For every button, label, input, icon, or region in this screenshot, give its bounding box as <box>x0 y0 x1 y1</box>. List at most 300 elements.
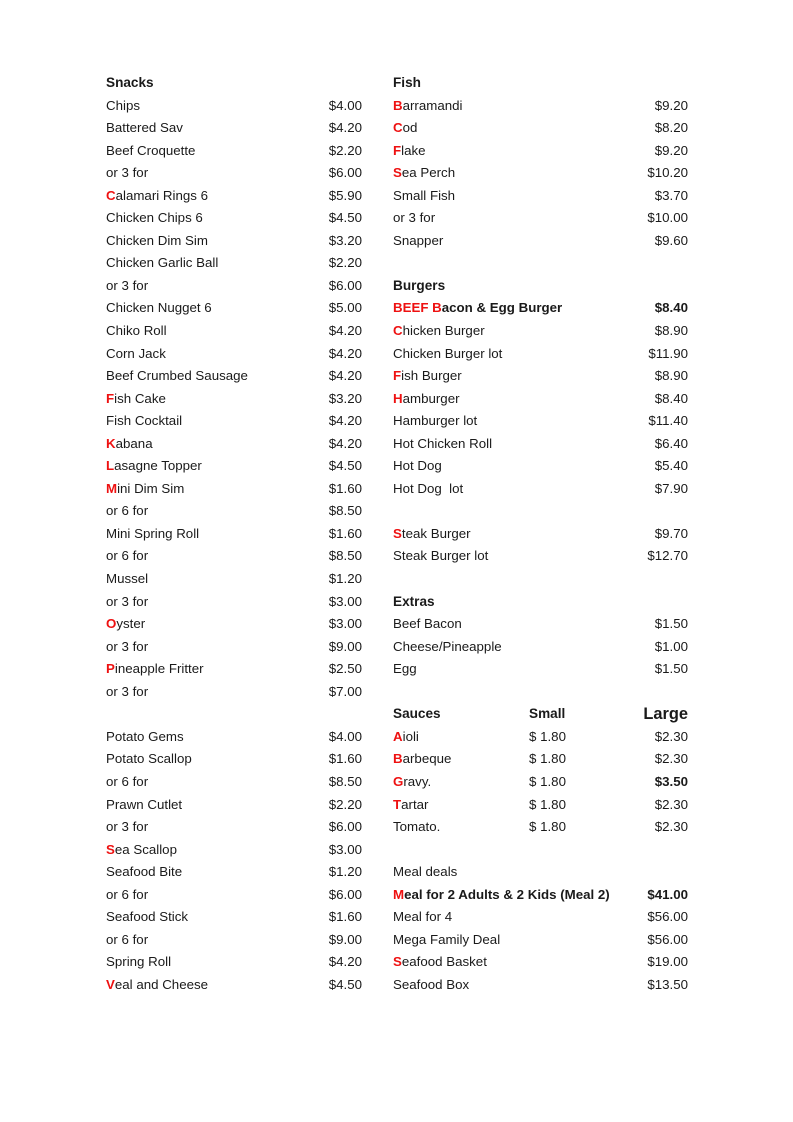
item-name-text: Snapper <box>393 232 444 248</box>
item-name-text: Steak Burger lot <box>393 548 489 564</box>
meal-deal-name <box>393 906 452 929</box>
item-name-text: Corn Jack <box>106 345 166 361</box>
menu-item-price: $3.20 <box>328 390 362 406</box>
meal-deals-heading <box>393 861 688 884</box>
menu-item-price: $6.00 <box>328 277 362 293</box>
sauce-small-price: $ 1.80 <box>529 728 566 744</box>
sauce-row[interactable] <box>393 748 688 771</box>
sauce-small-price: $ 1.80 <box>529 773 566 789</box>
menu-item-price: $1.50 <box>654 616 688 632</box>
menu-item-name <box>393 207 435 230</box>
menu-item-price: $4.20 <box>328 954 362 970</box>
item-name-text: Hamburger lot <box>393 413 478 429</box>
sauce-large-price: $3.50 <box>654 773 688 789</box>
menu-item-price: $8.40 <box>654 300 688 316</box>
item-name-text: or 3 for <box>106 593 149 609</box>
menu-item-row[interactable] <box>106 771 362 794</box>
menu-item-name <box>106 162 148 185</box>
menu-item-price: $4.20 <box>328 368 362 384</box>
menu-item-name <box>393 478 463 501</box>
menu-item-price: $4.20 <box>328 120 362 136</box>
menu-item-row[interactable] <box>393 140 688 163</box>
menu-item-row[interactable] <box>106 95 362 118</box>
item-name-text: Potato Scallop <box>106 751 192 767</box>
menu-item-price: $3.00 <box>328 841 362 857</box>
menu-item-name <box>106 771 148 794</box>
menu-item-name <box>106 117 183 140</box>
menu-item-price: $9.00 <box>328 931 362 947</box>
menu-item-price: $12.70 <box>647 548 688 564</box>
menu-column-left <box>106 72 362 996</box>
menu-item-row[interactable] <box>106 523 362 546</box>
menu-item-row[interactable] <box>106 162 362 185</box>
item-name-text: or 3 for <box>393 210 436 226</box>
item-name-text: Battered Sav <box>106 120 183 136</box>
highlight-letter: S <box>393 954 402 970</box>
item-name-text: ravy. <box>403 773 432 789</box>
meal-deal-price: $41.00 <box>647 886 688 902</box>
meal-deal-row[interactable] <box>393 906 688 929</box>
item-name-text: ish Cake <box>114 390 166 406</box>
menu-item-price: $1.20 <box>328 864 362 880</box>
highlight-letter: T <box>393 796 402 812</box>
menu-item-name <box>106 478 184 501</box>
menu-item-price: $11.90 <box>648 345 688 361</box>
menu-item-price: $1.00 <box>654 638 688 654</box>
menu-item-row[interactable] <box>106 951 362 974</box>
item-name-text: acon & Egg Burger <box>441 300 563 316</box>
section-heading <box>393 275 688 298</box>
item-name-text: abana <box>115 435 153 451</box>
item-name-text: Beef Croquette <box>106 142 196 158</box>
menu-item-price: $2.50 <box>328 661 362 677</box>
menu-item-row[interactable] <box>106 140 362 163</box>
menu-item-row[interactable] <box>106 252 362 275</box>
menu-item-price: $10.00 <box>647 210 688 226</box>
menu-item-name <box>393 410 477 433</box>
menu-item-price: $6.00 <box>328 165 362 181</box>
menu-item-name <box>106 658 204 681</box>
item-name-text: ish Burger <box>401 368 462 384</box>
menu-item-name <box>106 95 140 118</box>
highlight-letter: F <box>106 390 115 406</box>
menu-item-row[interactable] <box>106 884 362 907</box>
item-name-text: or 6 for <box>106 773 149 789</box>
highlight-letter: K <box>106 435 116 451</box>
meal-deal-name <box>393 951 487 974</box>
item-name-text: hicken Burger <box>402 323 485 339</box>
meal-deal-row[interactable] <box>393 974 688 997</box>
item-name-text: Chicken Dim Sim <box>106 232 208 248</box>
menu-item-name <box>106 545 148 568</box>
item-name-text: Beef Bacon <box>393 616 462 632</box>
menu-item-name <box>106 275 148 298</box>
menu-item-name <box>393 95 462 118</box>
item-name-text: or 3 for <box>106 819 149 835</box>
sauce-row[interactable] <box>393 726 688 749</box>
menu-item-price: $9.00 <box>328 638 362 654</box>
menu-item-name <box>106 906 188 929</box>
meal-deals-label: Meal deals <box>393 864 458 880</box>
menu-item-row[interactable] <box>393 95 688 118</box>
menu-item-row[interactable] <box>106 816 362 839</box>
menu-item-row[interactable] <box>106 568 362 591</box>
menu-item-price: $5.00 <box>328 300 362 316</box>
section-heading-label: Burgers <box>393 277 446 293</box>
menu-item-name <box>393 388 460 411</box>
item-name-text: Mega Family Deal <box>393 931 501 947</box>
menu-item-row[interactable] <box>393 455 688 478</box>
menu-item-row[interactable] <box>106 839 362 862</box>
highlight-letter: F <box>393 142 402 158</box>
highlight-letter: S <box>106 841 115 857</box>
menu-item-row[interactable] <box>393 433 688 456</box>
section-heading-label: Extras <box>393 593 435 609</box>
menu-item-price: $11.40 <box>648 413 688 429</box>
item-name-text: or 6 for <box>106 503 149 519</box>
highlight-letter: V <box>106 976 115 992</box>
menu-item-price: $9.70 <box>654 525 688 541</box>
item-name-text: or 6 for <box>106 886 149 902</box>
menu-item-row[interactable] <box>393 636 688 659</box>
item-name-text: Hot Dog <box>393 458 442 474</box>
menu-item-price: $4.20 <box>328 345 362 361</box>
menu-item-name <box>393 523 471 546</box>
menu-item-name <box>393 433 492 456</box>
item-name-text: or 3 for <box>106 277 149 293</box>
meal-deal-price: $19.00 <box>647 954 688 970</box>
menu-item-price: $7.90 <box>654 480 688 496</box>
menu-item-name <box>106 433 153 456</box>
menu-item-price: $10.20 <box>647 165 688 181</box>
menu-item-name <box>106 613 145 636</box>
menu-item-row[interactable] <box>106 726 362 749</box>
row-spacer <box>393 839 688 862</box>
menu-item-price: $9.60 <box>654 232 688 248</box>
menu-item-price: $5.40 <box>654 458 688 474</box>
item-name-text: yster <box>116 616 146 632</box>
item-name-text: Hot Chicken Roll <box>393 435 493 451</box>
menu-item-name <box>106 388 166 411</box>
highlight-letter: F <box>393 368 402 384</box>
sauce-small-price: $ 1.80 <box>529 751 566 767</box>
menu-item-row[interactable] <box>393 388 688 411</box>
menu-item-row[interactable] <box>106 297 362 320</box>
meal-deal-row[interactable] <box>393 884 688 907</box>
menu-item-name <box>106 636 148 659</box>
sauce-name <box>393 771 431 794</box>
menu-item-name <box>106 500 148 523</box>
menu-item-price: $6.00 <box>328 819 362 835</box>
highlight-letter: S <box>393 165 402 181</box>
menu-item-name <box>106 794 182 817</box>
row-spacer <box>393 568 688 591</box>
menu-item-name <box>393 365 462 388</box>
item-name-text: Chicken Nugget 6 <box>106 300 212 316</box>
menu-item-row[interactable] <box>106 365 362 388</box>
menu-item-row[interactable] <box>393 365 688 388</box>
menu-item-price: $4.50 <box>328 210 362 226</box>
sauce-name <box>393 794 428 817</box>
item-name-text: Cheese/Pineapple <box>393 638 502 654</box>
meal-deal-row[interactable] <box>393 929 688 952</box>
menu-item-price: $2.20 <box>328 142 362 158</box>
menu-item-name <box>106 929 148 952</box>
item-name-text: Tomato. <box>393 819 441 835</box>
menu-item-price: $1.20 <box>328 571 362 587</box>
item-name-text: od <box>402 120 418 136</box>
menu-item-price: $3.20 <box>328 232 362 248</box>
menu-item-price: $8.50 <box>328 503 362 519</box>
menu-item-price: $9.20 <box>654 97 688 113</box>
menu-item-price: $4.20 <box>328 413 362 429</box>
meal-deal-price: $56.00 <box>647 909 688 925</box>
section-heading <box>106 72 362 95</box>
item-name-text: Chicken Chips 6 <box>106 210 203 226</box>
menu-item-row[interactable] <box>393 523 688 546</box>
item-name-text: alamari Rings 6 <box>115 187 208 203</box>
sauce-large-price: $2.30 <box>654 751 688 767</box>
item-name-text: Prawn Cutlet <box>106 796 183 812</box>
menu-item-price: $1.60 <box>328 909 362 925</box>
menu-item-row[interactable] <box>393 478 688 501</box>
menu-item-row[interactable] <box>393 320 688 343</box>
menu-item-row[interactable] <box>393 658 688 681</box>
menu-item-price: $5.90 <box>328 187 362 203</box>
menu-item-name <box>393 230 443 253</box>
highlight-letter: P <box>106 661 115 677</box>
meal-deal-price: $56.00 <box>647 931 688 947</box>
sauce-large-price: $2.30 <box>654 728 688 744</box>
highlight-letter: B <box>393 751 403 767</box>
menu-item-row[interactable] <box>393 117 688 140</box>
section-heading <box>393 72 688 95</box>
row-spacer <box>393 252 688 275</box>
menu-item-name <box>393 162 455 185</box>
menu-item-name <box>393 320 485 343</box>
item-name-text: Hot Dog lot <box>393 480 464 496</box>
menu-item-name <box>106 816 148 839</box>
highlight-letter: M <box>393 886 405 902</box>
menu-item-price: $8.20 <box>654 120 688 136</box>
menu-item-row[interactable] <box>106 117 362 140</box>
item-name-text: lake <box>401 142 426 158</box>
item-name-text: eafood Basket <box>401 954 487 970</box>
meal-deal-row[interactable] <box>393 951 688 974</box>
item-name-text: arramandi <box>402 97 463 113</box>
sauces-header-label: Sauces <box>393 706 441 722</box>
sauce-row[interactable] <box>393 771 688 794</box>
row-spacer <box>106 703 362 726</box>
menu-item-name <box>393 613 462 636</box>
item-name-text: Chicken Garlic Ball <box>106 255 219 271</box>
sauce-name <box>393 816 440 839</box>
item-name-text: Chicken Burger lot <box>393 345 503 361</box>
menu-item-row[interactable] <box>106 929 362 952</box>
item-name-text: ea Perch <box>401 165 456 181</box>
menu-item-price: $8.50 <box>328 773 362 789</box>
menu-item-price: $4.50 <box>328 976 362 992</box>
menu-item-name <box>393 455 442 478</box>
meal-deal-price: $13.50 <box>647 976 688 992</box>
menu-item-row[interactable] <box>106 320 362 343</box>
menu-item-price: $8.90 <box>654 323 688 339</box>
menu-item-row[interactable] <box>106 906 362 929</box>
sauces-large-header: Large <box>643 705 688 724</box>
menu-item-price: $4.00 <box>328 728 362 744</box>
item-name-text: or 3 for <box>106 683 149 699</box>
menu-item-row[interactable] <box>393 185 688 208</box>
highlight-letter: C <box>106 187 116 203</box>
menu-item-row[interactable] <box>393 207 688 230</box>
menu-item-name <box>106 230 208 253</box>
section-heading-label: Snacks <box>106 75 154 90</box>
highlight-letter: BEEF B <box>393 300 442 316</box>
menu-item-row[interactable] <box>106 455 362 478</box>
sauce-large-price: $2.30 <box>654 819 688 835</box>
menu-item-price: $4.50 <box>328 458 362 474</box>
menu-item-price: $8.50 <box>328 548 362 564</box>
sauces-small-header: Small <box>529 706 566 722</box>
menu-item-row[interactable] <box>106 681 362 704</box>
item-name-text: eal and Cheese <box>114 976 209 992</box>
item-name-text: Small Fish <box>393 187 456 203</box>
highlight-letter: H <box>393 390 403 406</box>
item-name-text: Potato Gems <box>106 728 184 744</box>
menu-item-name <box>106 951 171 974</box>
item-name-text: Egg <box>393 661 417 677</box>
section-heading <box>393 591 688 614</box>
row-spacer <box>393 681 688 704</box>
menu-item-price: $3.00 <box>328 593 362 609</box>
menu-item-row[interactable] <box>106 410 362 433</box>
menu-item-row[interactable] <box>106 478 362 501</box>
menu-item-row[interactable] <box>106 230 362 253</box>
menu-item-name <box>106 839 177 862</box>
menu-item-name <box>106 681 148 704</box>
meal-deal-name <box>393 929 500 952</box>
menu-item-row[interactable] <box>393 613 688 636</box>
menu-item-row[interactable] <box>106 207 362 230</box>
menu-item-price: $1.50 <box>654 661 688 677</box>
menu-item-name <box>106 748 192 771</box>
menu-item-row[interactable] <box>393 230 688 253</box>
menu-item-row[interactable] <box>106 794 362 817</box>
menu-item-price: $9.20 <box>654 142 688 158</box>
menu-item-row[interactable] <box>393 162 688 185</box>
menu-item-name <box>393 658 417 681</box>
menu-item-row[interactable] <box>106 974 362 997</box>
menu-item-name <box>106 726 184 749</box>
highlight-letter: G <box>393 773 404 789</box>
meal-deal-name <box>393 974 469 997</box>
menu-item-name <box>106 320 167 343</box>
highlight-letter: S <box>393 525 402 541</box>
menu-item-price: $8.90 <box>654 368 688 384</box>
menu-item-name <box>393 636 502 659</box>
menu-item-price: $3.00 <box>328 616 362 632</box>
menu-item-name <box>106 861 182 884</box>
item-name-text: Fish Cocktail <box>106 413 183 429</box>
menu-item-name <box>393 297 562 320</box>
item-name-text: teak Burger <box>401 525 471 541</box>
menu-item-price: $4.20 <box>328 435 362 451</box>
menu-item-row[interactable] <box>106 636 362 659</box>
item-name-text: ea Scallop <box>114 841 177 857</box>
item-name-text: Spring Roll <box>106 954 172 970</box>
sauce-small-price: $ 1.80 <box>529 796 566 812</box>
item-name-text: or 6 for <box>106 931 149 947</box>
item-name-text: Beef Crumbed Sausage <box>106 368 248 384</box>
menu-item-row[interactable] <box>106 343 362 366</box>
menu-item-row[interactable] <box>106 275 362 298</box>
item-name-text: Mini Spring Roll <box>106 525 200 541</box>
menu-item-row[interactable] <box>393 343 688 366</box>
menu-item-row[interactable] <box>106 500 362 523</box>
sauces-table-header <box>393 703 688 726</box>
menu-item-price: $4.00 <box>328 97 362 113</box>
menu-item-row[interactable] <box>393 410 688 433</box>
menu-item-row[interactable] <box>106 748 362 771</box>
section-heading-label: Fish <box>393 75 421 90</box>
menu-item-row[interactable] <box>106 658 362 681</box>
highlight-letter: C <box>393 120 403 136</box>
menu-item-name <box>106 455 202 478</box>
menu-item-name <box>106 207 203 230</box>
menu-item-row[interactable] <box>106 613 362 636</box>
menu-item-row[interactable] <box>106 433 362 456</box>
menu-item-row[interactable] <box>393 297 688 320</box>
menu-item-name <box>106 974 208 997</box>
menu-item-name <box>106 568 148 591</box>
menu-item-row[interactable] <box>106 185 362 208</box>
menu-item-row[interactable] <box>106 388 362 411</box>
menu-item-name <box>106 410 182 433</box>
menu-item-price: $2.20 <box>328 796 362 812</box>
menu-item-price: $8.40 <box>654 390 688 406</box>
item-name-text: or 3 for <box>106 638 149 654</box>
item-name-text: ioli <box>402 728 419 744</box>
sauce-row[interactable] <box>393 816 688 839</box>
highlight-letter: A <box>393 728 403 744</box>
menu-item-name <box>106 591 148 614</box>
menu-item-name <box>106 365 248 388</box>
menu-item-price: $7.00 <box>328 683 362 699</box>
menu-item-price: $3.70 <box>654 187 688 203</box>
menu-item-name <box>393 185 455 208</box>
item-name-text: Seafood Bite <box>106 864 183 880</box>
highlight-letter: B <box>393 97 403 113</box>
item-name-text: artar <box>401 796 429 812</box>
menu-column-right <box>393 72 688 996</box>
menu-item-row[interactable] <box>393 545 688 568</box>
item-name-text: ineapple Fritter <box>114 661 204 677</box>
sauce-row[interactable] <box>393 794 688 817</box>
item-name-text: ini Dim Sim <box>117 480 185 496</box>
menu-item-name <box>393 140 426 163</box>
menu-item-row[interactable] <box>106 545 362 568</box>
highlight-letter: C <box>393 323 403 339</box>
menu-item-row[interactable] <box>106 861 362 884</box>
menu-item-name <box>106 140 195 163</box>
menu-item-name <box>393 117 417 140</box>
menu-item-name <box>393 343 502 366</box>
sauce-small-price: $ 1.80 <box>529 819 566 835</box>
menu-item-price: $6.40 <box>654 435 688 451</box>
item-name-text: amburger <box>402 390 460 406</box>
menu-item-row[interactable] <box>106 591 362 614</box>
menu-item-name <box>106 297 212 320</box>
